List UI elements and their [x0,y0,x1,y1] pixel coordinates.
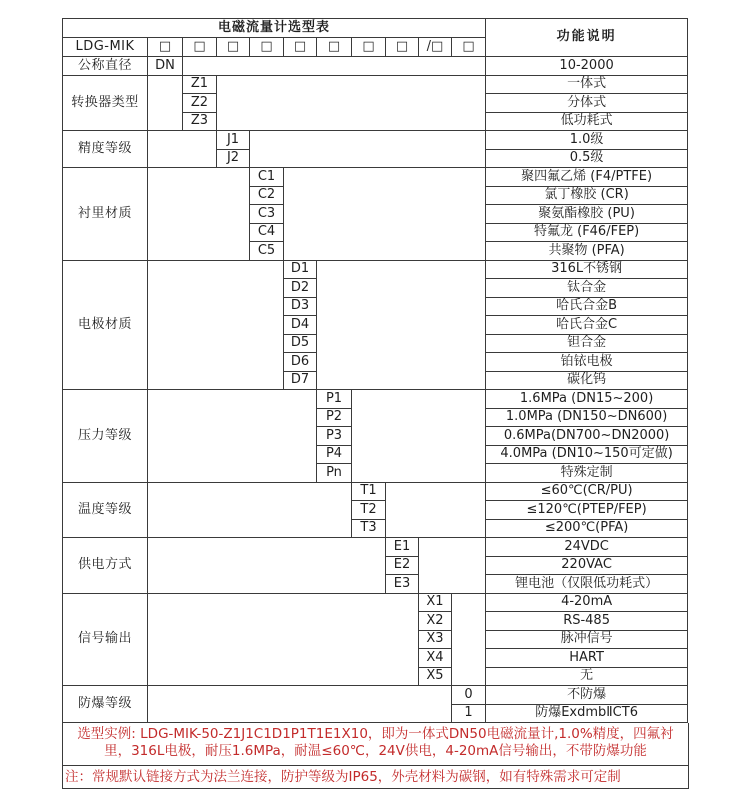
description-cell: 钛合金 [486,279,688,298]
blank-left-cell [148,75,183,131]
table-title: 电磁流量计选型表 [63,19,486,38]
description-cell: 氯丁橡胶 (CR) [486,186,688,205]
code-cell: T2 [352,501,386,520]
code-cell: P1 [317,390,352,409]
category-cell: 信号输出 [63,593,148,686]
description-cell: 铂铱电极 [486,353,688,372]
code-cell: C5 [250,242,284,261]
code-cell: P2 [317,408,352,427]
blank-right-cell [217,75,486,131]
code-cell: C4 [250,223,284,242]
model-box-4: □ [250,38,284,57]
code-cell: E1 [386,538,419,557]
model-box-10: □ [452,38,486,57]
description-cell: 防爆ExdmbⅡCT6 [486,704,688,723]
description-cell: 脉冲信号 [486,630,688,649]
code-cell: X5 [419,667,452,686]
code-cell: X3 [419,630,452,649]
blank-left-cell [148,260,284,390]
function-header: 功能说明 [486,19,688,57]
blank-left-cell [148,686,452,723]
model-box-7: □ [352,38,386,57]
code-cell: Pn [317,464,352,483]
description-cell: 220VAC [486,556,688,575]
model-box-9: /□ [419,38,452,57]
blank-left-cell [148,593,419,686]
code-cell: C3 [250,205,284,224]
code-cell: 1 [452,704,486,723]
description-cell: 不防爆 [486,686,688,705]
blank-right-cell [386,482,486,538]
blank-right-cell [317,260,486,390]
category-cell: 压力等级 [63,390,148,483]
category-cell: 公称直径 [63,57,148,76]
category-cell: 精度等级 [63,131,148,168]
description-cell: ≤120℃(PTEP/FEP) [486,501,688,520]
description-cell: 4.0MPa (DN10~150可定做) [486,445,688,464]
description-cell: 哈氏合金C [486,316,688,335]
code-cell: 0 [452,686,486,705]
selection-example-note: 选型实例: LDG-MIK-50-Z1J1C1D1P1T1E1X10，即为一体式DN50电磁流量计,1.0%精度，四氟衬里，316L电极，耐压1.6MPa，耐温≤60℃，24V供电，4-20mA信号输出，不带防爆功能 [63,723,688,766]
description-cell: 4-20mA [486,593,688,612]
code-cell: D6 [284,353,317,372]
model-box-2: □ [183,38,217,57]
blank-left-cell [148,168,250,261]
description-cell: 一体式 [486,75,688,94]
code-cell: D2 [284,279,317,298]
code-cell: Z1 [183,75,217,94]
model-box-8: □ [386,38,419,57]
blank-left-cell [148,390,317,483]
description-cell: HART [486,649,688,668]
description-cell: 0.6MPa(DN700~DN2000) [486,427,688,446]
code-cell: P4 [317,445,352,464]
description-cell: ≤60℃(CR/PU) [486,482,688,501]
description-cell: 10-2000 [486,57,688,76]
category-cell: 电极材质 [63,260,148,390]
model-box-1: □ [148,38,183,57]
blank-right-cell [250,131,486,168]
category-cell: 防爆等级 [63,686,148,723]
category-cell: 转换器类型 [63,75,148,131]
code-cell: DN [148,57,183,76]
code-cell: P3 [317,427,352,446]
model-box-5: □ [284,38,317,57]
code-cell: T1 [352,482,386,501]
code-cell: X2 [419,612,452,631]
code-cell: D3 [284,297,317,316]
remark-note: 注：常规默认链接方式为法兰连接，防护等级为IP65，外壳材料为碳钢，如有特殊需求可定制 [65,768,621,785]
category-cell: 供电方式 [63,538,148,594]
code-cell: D1 [284,260,317,279]
spec-sheet [62,18,689,789]
blank-right-cell [183,57,486,76]
blank-right-cell [352,390,486,483]
selection-table [62,18,688,723]
description-cell: 分体式 [486,94,688,113]
description-cell: 0.5级 [486,149,688,168]
blank-left-cell [148,538,386,594]
description-cell: 1.0MPa (DN150~DN600) [486,408,688,427]
description-cell: 锂电池（仅限低功耗式） [486,575,688,594]
description-cell: 哈氏合金B [486,297,688,316]
model-label: LDG-MIK [63,38,148,57]
code-cell: D4 [284,316,317,335]
code-cell: C1 [250,168,284,187]
description-cell: 特氟龙 (F46/FEP) [486,223,688,242]
category-cell: 衬里材质 [63,168,148,261]
description-cell: 低功耗式 [486,112,688,131]
description-cell: RS-485 [486,612,688,631]
code-cell: J1 [217,131,250,150]
model-box-3: □ [217,38,250,57]
blank-right-cell [452,593,486,686]
notes-box [62,723,689,789]
code-cell: J2 [217,149,250,168]
code-cell: X4 [419,649,452,668]
description-cell: 钽合金 [486,334,688,353]
code-cell: D7 [284,371,317,390]
code-cell: D5 [284,334,317,353]
blank-left-cell [148,482,352,538]
blank-right-cell [284,168,486,261]
blank-right-cell [419,538,486,594]
code-cell: E3 [386,575,419,594]
code-cell: C2 [250,186,284,205]
category-cell: 温度等级 [63,482,148,538]
model-box-6: □ [317,38,352,57]
description-cell: 1.0级 [486,131,688,150]
description-cell: 无 [486,667,688,686]
code-cell: Z2 [183,94,217,113]
code-cell: E2 [386,556,419,575]
description-cell: 1.6MPa (DN15~200) [486,390,688,409]
description-cell: ≤200℃(PFA) [486,519,688,538]
code-cell: X1 [419,593,452,612]
description-cell: 共聚物 (PFA) [486,242,688,261]
description-cell: 316L不锈钢 [486,260,688,279]
description-cell: 碳化钨 [486,371,688,390]
description-cell: 聚氨酯橡胶 (PU) [486,205,688,224]
description-cell: 聚四氟乙烯 (F4/PTFE) [486,168,688,187]
code-cell: T3 [352,519,386,538]
description-cell: 特殊定制 [486,464,688,483]
description-cell: 24VDC [486,538,688,557]
blank-left-cell [148,131,217,168]
code-cell: Z3 [183,112,217,131]
